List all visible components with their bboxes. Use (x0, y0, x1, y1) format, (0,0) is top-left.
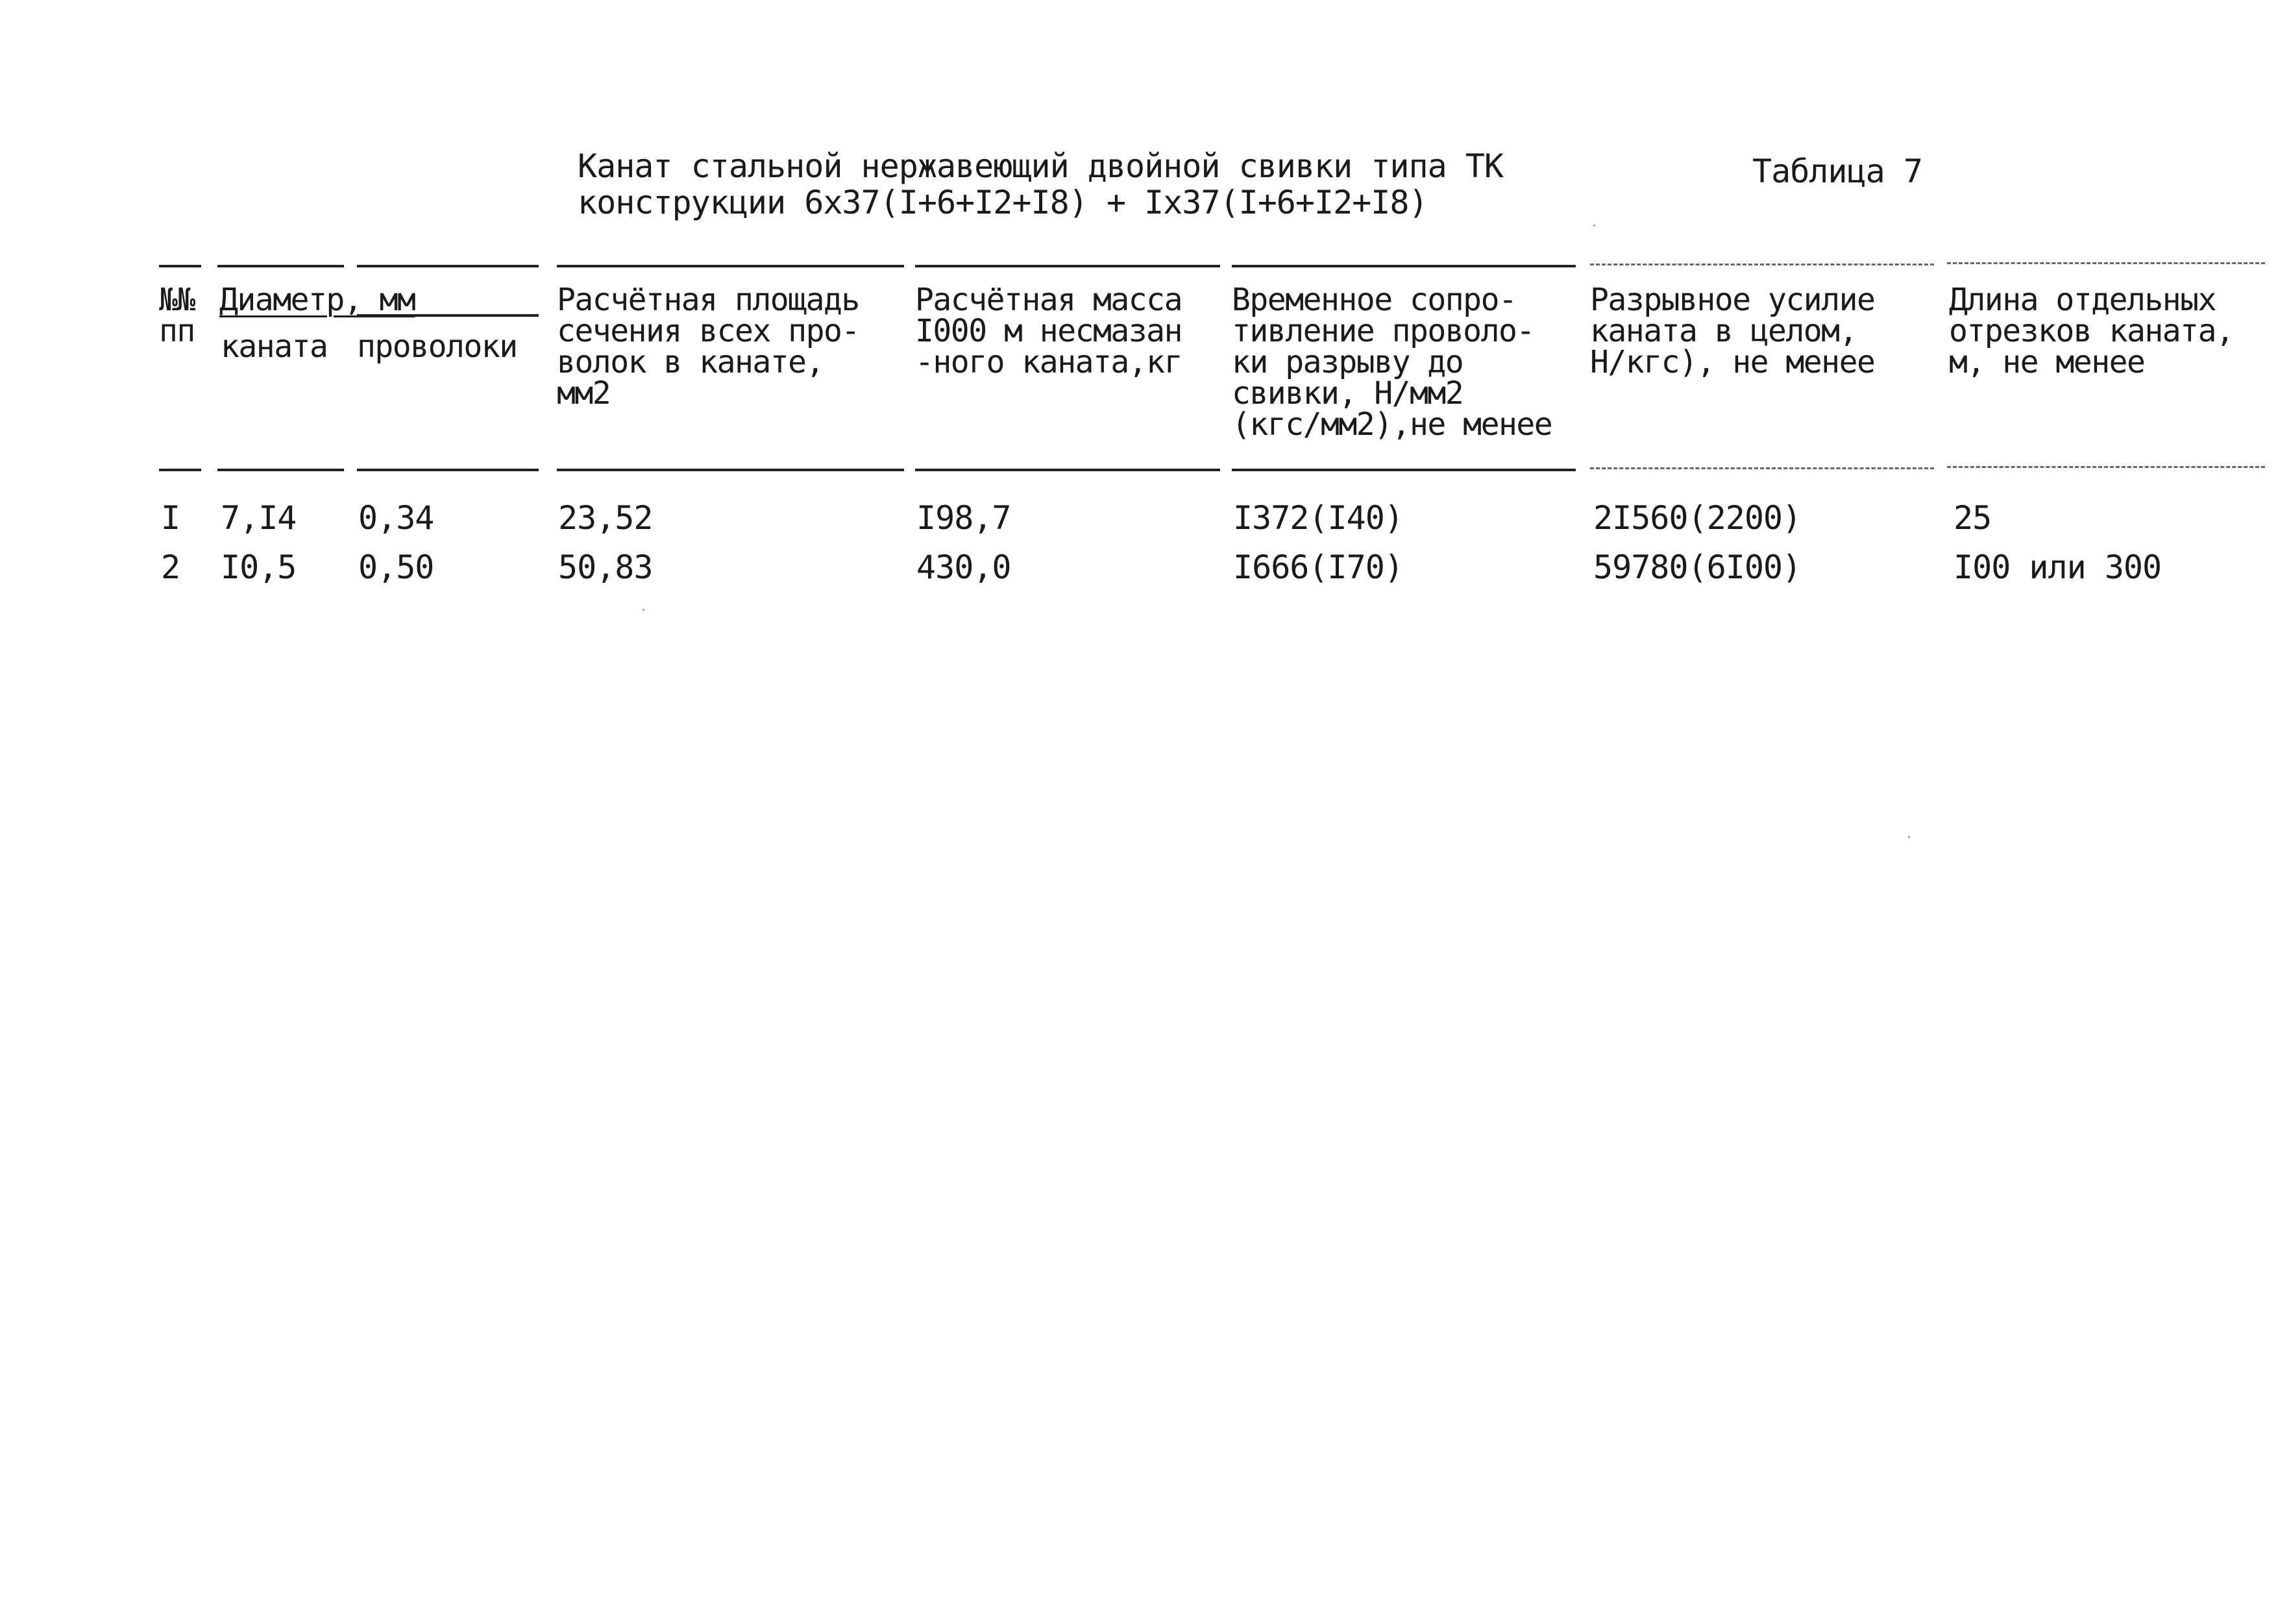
row-1-mass: I98,7 (916, 499, 1011, 537)
row-2-segment-length: I00 или 300 (1953, 548, 2162, 586)
header-bottom-rule-3 (357, 469, 539, 471)
row-2-rope-diameter: I0,5 (221, 548, 297, 586)
row-1-number: I (161, 499, 180, 537)
header-bottom-rule-7 (1590, 467, 1934, 469)
header-breaking-force: Разрывное усилие каната в целом, Н/кгс), не менее (1590, 282, 1875, 380)
header-diameter: Диаметр, мм (219, 282, 415, 318)
title-line-2: конструкции 6х37(I+6+I2+I8) + Iх37(I+6+I2+I8) (578, 184, 1428, 221)
header-wire-diameter: проволоки (357, 328, 517, 365)
row-1-rope-diameter: 7,I4 (221, 499, 297, 537)
header-top-rule-1 (159, 265, 201, 267)
header-top-rule-5 (915, 265, 1220, 267)
header-bottom-rule-4 (557, 469, 904, 471)
diameter-group-rule (357, 314, 539, 317)
scan-speck (1908, 836, 1910, 838)
header-area: Расчётная площадь сечения всех про- волок в канате, мм2 (557, 282, 859, 412)
row-2-breaking-force: 59780(6I00) (1593, 548, 1802, 586)
header-bottom-rule-5 (915, 469, 1220, 471)
header-mass: Расчётная масса I000 м несмазан -ного каната,кг (915, 282, 1182, 380)
header-bottom-rule-2 (217, 469, 344, 471)
header-bottom-rule-8 (1947, 466, 2265, 468)
header-top-rule-7 (1590, 264, 1934, 265)
header-top-rule-4 (557, 265, 904, 267)
scan-speck (643, 609, 644, 611)
row-1-tensile-strength: I372(I40) (1233, 499, 1403, 537)
row-2-wire-diameter: 0,50 (358, 548, 434, 586)
header-top-rule-2 (217, 265, 344, 267)
table-number: Таблица 7 (1752, 153, 1922, 190)
title-line-1: Канат стальной нержавеющий двойной свивки типа ТК (578, 147, 1504, 185)
header-rope-diameter: каната (221, 328, 328, 365)
header-top-rule-6 (1232, 265, 1576, 267)
row-2-number: 2 (161, 548, 180, 586)
table-title (578, 148, 1503, 221)
header-top-rule-8 (1947, 262, 2265, 264)
row-2-area: 50,83 (558, 548, 653, 586)
header-number: №№ пп (159, 282, 195, 349)
row-2-mass: 430,0 (916, 548, 1011, 586)
row-1-area: 23,52 (558, 499, 653, 537)
header-bottom-rule-1 (159, 469, 201, 471)
row-1-wire-diameter: 0,34 (358, 499, 434, 537)
row-2-tensile-strength: I666(I70) (1233, 548, 1403, 586)
header-bottom-rule-6 (1232, 469, 1576, 471)
row-1-breaking-force: 2I560(2200) (1593, 499, 1802, 537)
row-1-segment-length: 25 (1953, 499, 1992, 537)
header-segment-length: Длина отдельных отрезков каната, м, не менее (1949, 282, 2234, 380)
header-top-rule-3 (357, 265, 539, 267)
scan-speck (1593, 225, 1595, 227)
header-tensile-strength: Временное сопро- тивление проволо- ки разрыву до свивки, Н/мм2 (кгс/мм2),не менее (1232, 282, 1552, 443)
